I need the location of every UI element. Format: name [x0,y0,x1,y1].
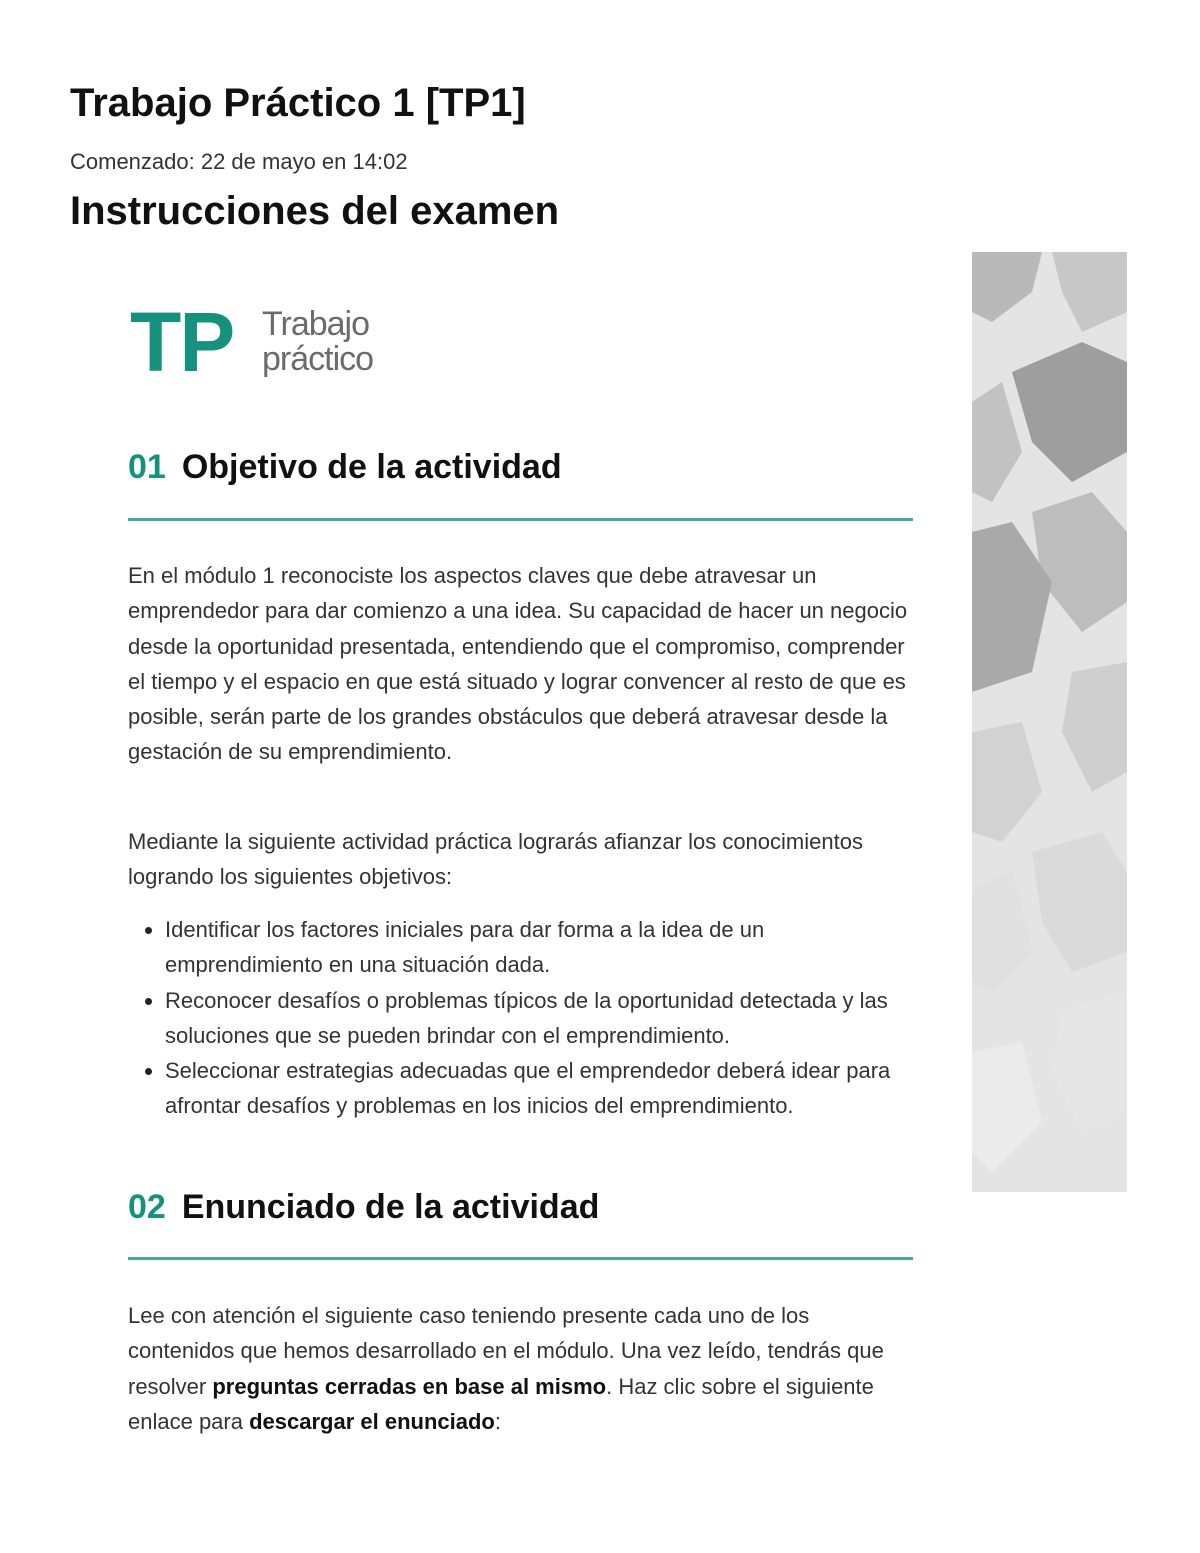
logo-line-2: práctico [262,340,374,378]
decorative-architecture-image [972,252,1127,1192]
logo-abbr: TP [130,295,234,389]
section-01-paragraph-1: En el módulo 1 reconociste los aspectos claves que debe atravesar un emprendedor para dar comienzo a una idea. Su capacidad de hacer un negocio desde la oportunidad presentada, entendiendo que el compromiso, comprender el tiempo y el espacio en que está situado y lograr convencer al resto de que es posible, serán parte de los grandes obstáculos que deberá atravesar desde la gestación de su emprendimiento. [128,563,908,765]
logo-line-1: Trabajo [262,305,370,343]
section-01-number: 01 [128,448,166,486]
objectives-list [128,912,918,1124]
started-timestamp: Comenzado: 22 de mayo en 14:02 [70,149,408,174]
section-01-divider [128,518,913,521]
section-01-title: Objetivo de la actividad [181,448,562,486]
paragraph-text: : [494,1408,501,1434]
closed-questions-emphasis: preguntas cerradas en base al mismo [212,1373,607,1399]
section-02-divider [128,1257,913,1260]
page-title: Trabajo Práctico 1 [TP1] [70,81,526,125]
section-02-heading [128,1186,599,1228]
paragraph-text: . Haz clic sobre el siguiente enlace para [128,1373,874,1434]
section-02-title: Enunciado de la actividad [181,1188,600,1226]
section-01-heading [128,446,562,488]
download-statement-emphasis: descargar el enunciado [249,1408,495,1434]
section-01-paragraph-2: Mediante la siguiente actividad práctica lograrás afianzar los conocimientos logrando los siguientes objetivos: [128,829,863,890]
list-item: Identificar los factores iniciales para dar forma a la idea de un emprendimiento en una situación dada. [128,912,918,983]
instructions-title: Instrucciones del examen [70,189,560,233]
list-item: Reconocer desafíos o problemas típicos de la oportunidad detectada y las soluciones que se pueden brindar con el emprendimiento. [128,983,918,1054]
paragraph-text: Lee con atención el siguiente caso teniendo presente cada uno de los contenidos que hemos desarrollado en el módulo. Una vez leído, tendrás que resolver [128,1303,884,1399]
section-02-paragraph [128,1298,918,1439]
section-02-number: 02 [128,1188,166,1226]
list-item: Seleccionar estrategias adecuadas que el emprendedor deberá idear para afrontar desafíos y problemas en los inicios del emprendimiento. [128,1053,918,1124]
